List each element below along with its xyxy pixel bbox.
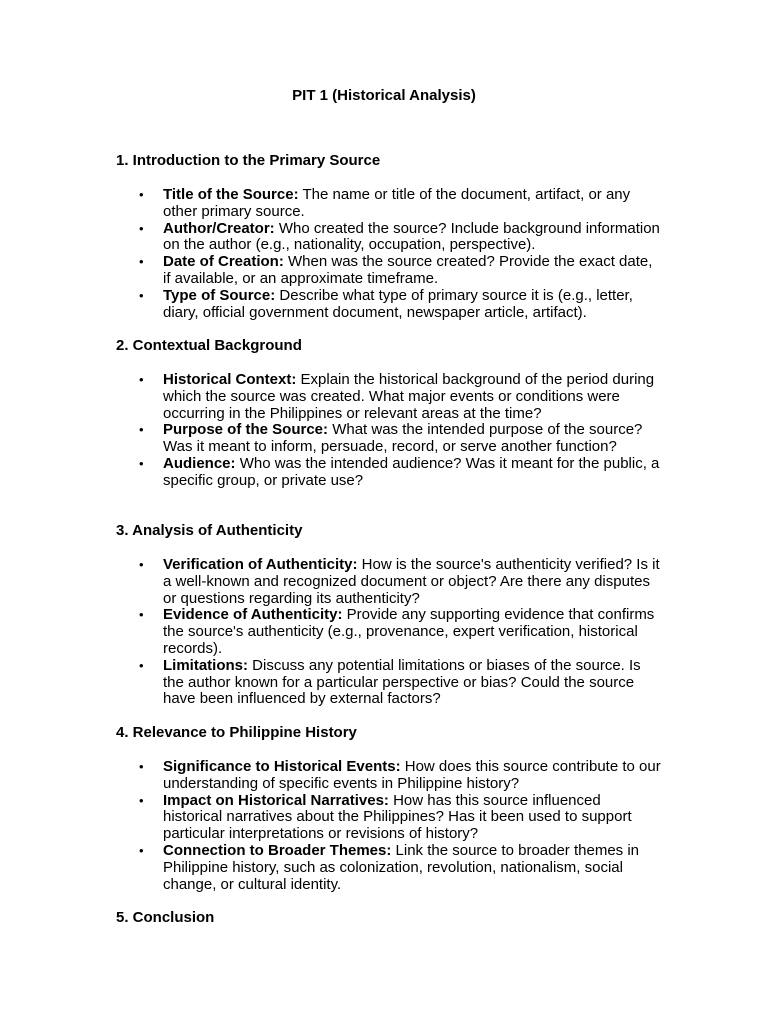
- list-item: [163, 288, 663, 322]
- item-term: Evidence of Authenticity:: [163, 606, 343, 624]
- item-text: Describe what type of primary source it is (e.g., letter, diary, official government document, newspaper article, artifact).: [163, 286, 633, 321]
- list-item: [163, 254, 663, 288]
- section-heading-authenticity: 3. Analysis of Authenticity: [116, 522, 303, 539]
- list-item: [163, 607, 663, 657]
- document-title: PIT 1 (Historical Analysis): [292, 87, 476, 104]
- item-term: Title of the Source:: [163, 186, 299, 203]
- list-item: [163, 422, 663, 456]
- item-term: Audience:: [163, 454, 236, 472]
- list-item: [163, 843, 663, 893]
- item-text: The name or title of the document, artifact, or any other primary source.: [163, 186, 631, 220]
- item-text: Link the source to broader themes in Philippine history, such as colonization, revolution, nationalism, social change, or cultural identity.: [163, 841, 640, 893]
- item-text: How has this source influenced historical narratives about the Philippines? Has it been used to support particular interpretations or revisions of history?: [163, 791, 632, 843]
- item-text: Who was the intended audience? Was it meant for the public, a specific group, or private use?: [163, 454, 660, 489]
- item-term: Connection to Broader Themes:: [163, 841, 392, 859]
- item-term: Impact on Historical Narratives:: [163, 791, 389, 809]
- list-item: [163, 658, 663, 708]
- list-item: [163, 187, 663, 221]
- list-item: [163, 456, 663, 490]
- item-term: Historical Context:: [163, 371, 297, 388]
- item-text: When was the source created? Provide the exact date, if available, or an approximate timeframe.: [163, 253, 653, 287]
- section-list-relevance: [163, 759, 663, 893]
- item-text: What was the intended purpose of the source? Was it meant to inform, persuade, record, or serve another function?: [163, 421, 643, 456]
- item-text: Explain the historical background of the period during which the source was created. What major events or conditions were occurring in the Philippines or relevant areas at the time?: [163, 371, 655, 422]
- list-item: [163, 793, 663, 843]
- section-list-introduction: [163, 187, 663, 321]
- list-item: [163, 372, 663, 422]
- section-heading-introduction: 1. Introduction to the Primary Source: [116, 152, 381, 169]
- section-list-authenticity: [163, 557, 663, 708]
- item-term: Author/Creator:: [163, 219, 275, 237]
- list-item: [163, 221, 663, 255]
- item-text: Who created the source? Include background information on the author (e.g., nationality, occupation, perspective).: [163, 219, 660, 254]
- section-heading-contextual-background: 2. Contextual Background: [116, 337, 302, 354]
- section-heading-relevance: 4. Relevance to Philippine History: [116, 724, 357, 741]
- item-text: Discuss any potential limitations or biases of the source. Is the author known for a particular perspective or bias? Could the source have been influenced by external factors?: [163, 656, 641, 708]
- section-list-contextual-background: [163, 372, 663, 490]
- item-term: Purpose of the Source:: [163, 421, 329, 439]
- item-term: Date of Creation:: [163, 253, 284, 271]
- list-item: [163, 557, 663, 607]
- item-text: Provide any supporting evidence that confirms the source's authenticity (e.g., provenance, expert verification, historical records).: [163, 606, 655, 657]
- section-heading-conclusion: 5. Conclusion: [116, 909, 215, 926]
- item-term: Significance to Historical Events:: [163, 758, 401, 775]
- list-item: [163, 759, 663, 793]
- item-term: Limitations:: [163, 656, 248, 674]
- item-term: Verification of Authenticity:: [163, 556, 358, 573]
- item-term: Type of Source:: [163, 286, 276, 304]
- item-text: How is the source's authenticity verified? Is it a well-known and recognized document or object? Are there any disputes or questions regarding its authenticity?: [163, 556, 660, 607]
- item-text: How does this source contribute to our understanding of specific events in Philippine history?: [163, 758, 661, 792]
